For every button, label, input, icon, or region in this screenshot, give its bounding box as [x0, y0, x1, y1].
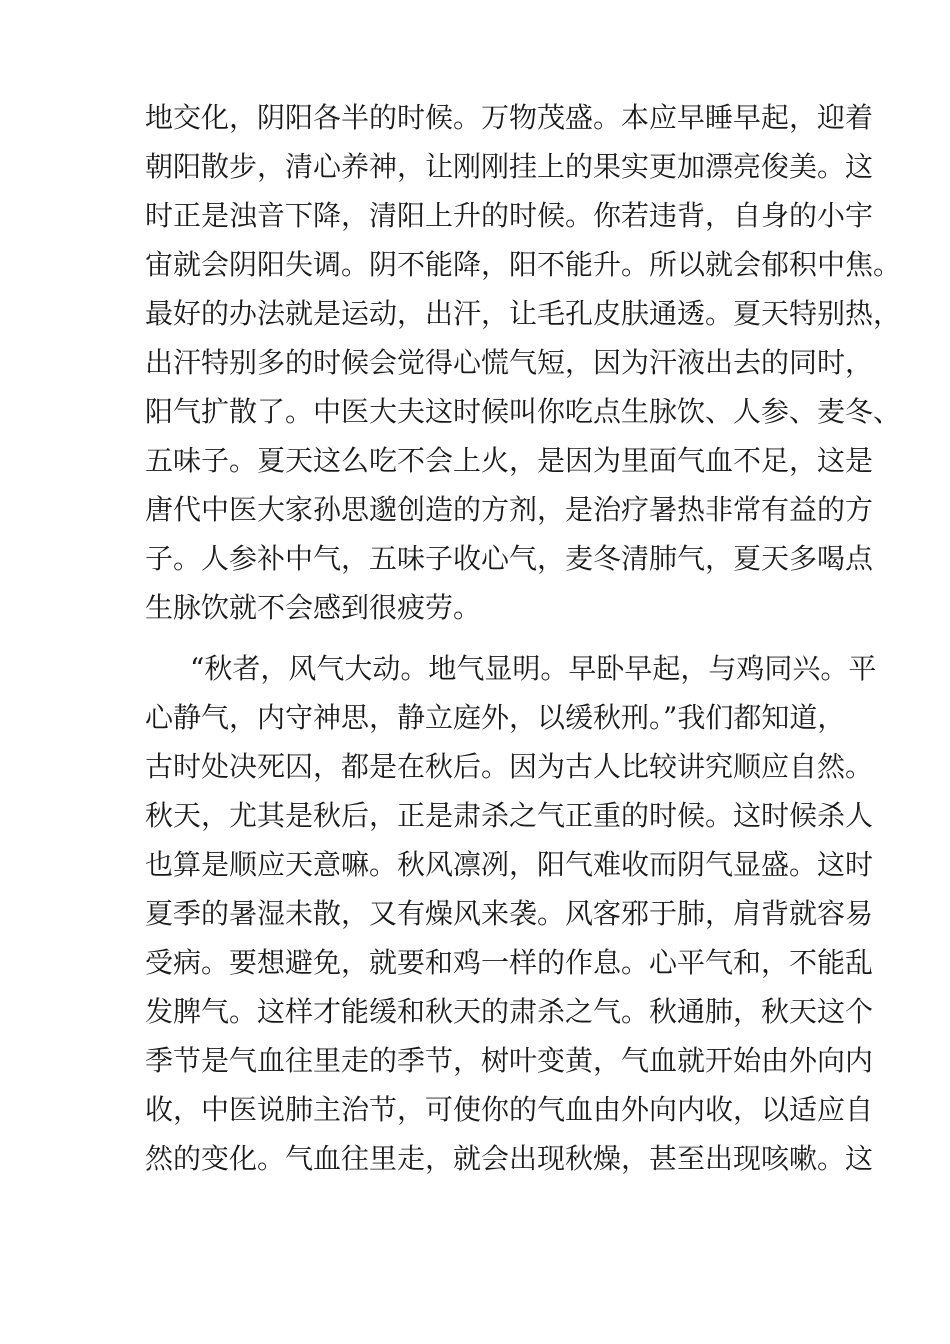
text-line: 受病。要想避免，就要和鸡一样的作息。心平气和，不能乱: [145, 946, 874, 979]
text-line: 最好的办法就是运动，出汗，让毛孔皮肤通透。夏天特别热，: [145, 297, 902, 330]
text-line: 生脉饮就不会感到很疲劳。: [145, 591, 482, 624]
text-line: 五味子。夏天这么吃不会上火，是因为里面气血不足，这是: [145, 444, 874, 477]
text-line: 时正是浊音下降，清阳上升的时候。你若违背，自身的小宇: [145, 199, 874, 232]
text-line: 秋天，尤其是秋后，正是肃杀之气正重的时候。这时候杀人: [145, 799, 874, 832]
text-line: 发脾气。这样才能缓和秋天的肃杀之气。秋通肺，秋天这个: [145, 995, 874, 1028]
text-line: 地交化，阴阳各半的时候。万物茂盛。本应早睡早起，迎着: [145, 101, 874, 134]
text-line: 季节是气血往里走的季节，树叶变黄，气血就开始由外向内: [145, 1044, 874, 1077]
text-line: 收，中医说肺主治节，可使你的气血由外向内收，以适应自: [145, 1093, 874, 1126]
text-line: 也算是顺应天意嘛。秋风凛冽，阳气难收而阴气显盛。这时: [145, 848, 874, 881]
text-line: 出汗特别多的时候会觉得心慌气短，因为汗液出去的同时，: [145, 346, 874, 379]
text-line: 朝阳散步，清心养神，让刚刚挂上的果实更加漂亮俊美。这: [145, 150, 874, 183]
text-line: 古时处决死囚，都是在秋后。因为古人比较讲究顺应自然。: [145, 750, 874, 783]
text-line: 子。人参补中气，五味子收心气，麦冬清肺气，夏天多喝点: [145, 542, 874, 575]
text-line: 心静气，内守神思，静立庭外，以缓秋刑。”我们都知道，: [145, 701, 846, 734]
text-line: 然的变化。气血往里走，就会出现秋燥，甚至出现咳嗽。这: [145, 1142, 874, 1175]
text-line: 唐代中医大家孙思邈创造的方剂，是治疗暑热非常有益的方: [145, 493, 874, 526]
text-line: 夏季的暑湿未散，又有燥风来袭。风客邪于肺，肩背就容易: [145, 897, 874, 930]
text-line: 宙就会阴阳失调。阴不能降，阳不能升。所以就会郁积中焦。: [145, 248, 902, 281]
text-line: “秋者，风气大动。地气显明。早卧早起，与鸡同兴。平: [190, 652, 877, 685]
text-line: 阳气扩散了。中医大夫这时候叫你吃点生脉饮、人参、麦冬、: [145, 395, 902, 428]
